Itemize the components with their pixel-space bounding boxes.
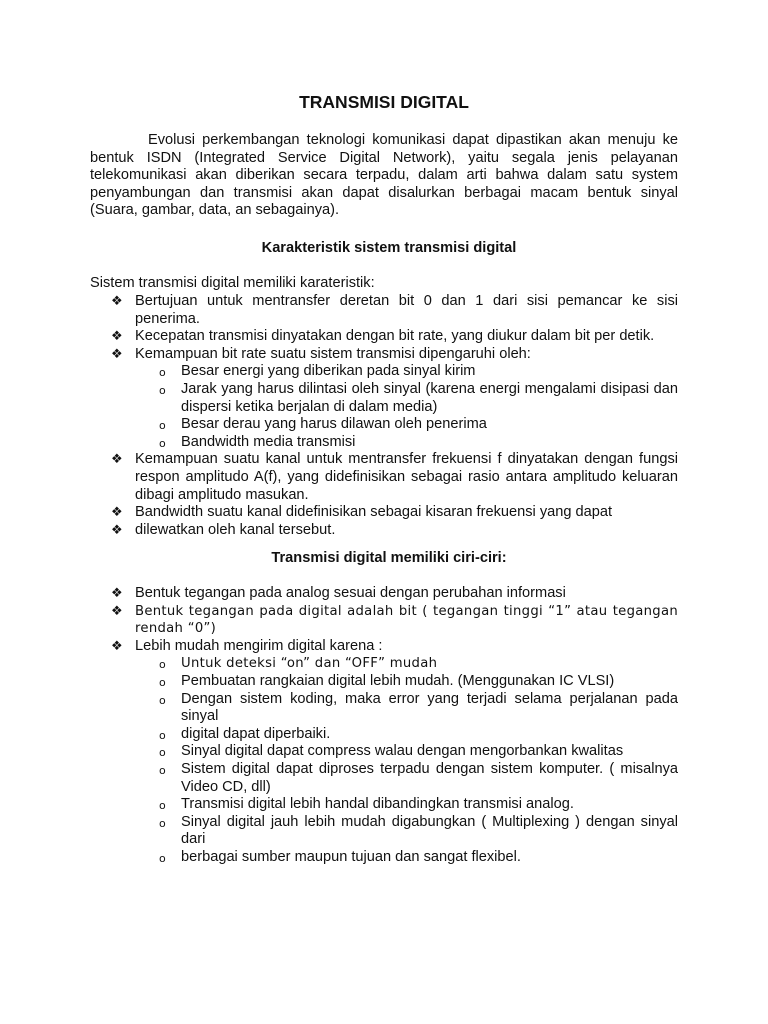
circle-bullet-icon: o bbox=[159, 366, 166, 380]
section2-list bbox=[90, 585, 678, 867]
circle-bullet-icon: o bbox=[159, 693, 166, 707]
sub-list-item: o Sistem digital dapat diproses terpadu dengan sistem komputer. ( misalnya Video CD, dll) bbox=[159, 760, 678, 795]
diamond-bullet-icon: ❖ bbox=[111, 505, 123, 521]
circle-bullet-icon: o bbox=[159, 675, 166, 689]
diamond-bullet-icon: ❖ bbox=[111, 452, 123, 468]
diamond-bullet-icon: ❖ bbox=[111, 522, 123, 538]
section1-intro: Sistem transmisi digital memiliki karateristik: bbox=[90, 275, 375, 291]
intro-paragraph: Evolusi perkembangan teknologi komunikasi dapat dipastikan akan menuju ke bentuk ISDN (Integrated Service Digital Network), yaitu segala jenis pelayanan telekomunikasi akan diberikan secara terpadu, dalam arti bahwa dalam satu system penyambungan dan transmisi akan dapat disalurkan berbagai macam bentuk sinyal (Suara, gambar, data, an sebagainya). bbox=[90, 132, 678, 219]
list-item: ❖ Kemampuan suatu kanal untuk mentransfer frekuensi f dinyatakan dengan fungsi respon amplitudo A(f), yang didefinisikan sebagai rasio antara amplitudo keluaran dibagi amplitudo masukan. bbox=[111, 451, 678, 503]
page-title: TRANSMISI DIGITAL bbox=[299, 92, 469, 112]
circle-bullet-icon: o bbox=[159, 816, 166, 830]
list-item: ❖ Bandwidth suatu kanal didefinisikan sebagai kisaran frekuensi yang dapat bbox=[111, 504, 613, 521]
list-item: ❖ Lebih mudah mengirim digital karena : bbox=[111, 637, 383, 654]
sub-list-item: o digital dapat diperbaiki. bbox=[90, 726, 678, 744]
list-item: ❖ Bentuk tegangan pada analog sesuai dengan perubahan informasi bbox=[111, 585, 566, 601]
diamond-bullet-icon: ❖ bbox=[111, 586, 123, 601]
circle-bullet-icon: o bbox=[159, 799, 166, 813]
sub-list-item: o Pembuatan rangkaian digital lebih mudah. (Menggunakan IC VLSI) bbox=[90, 673, 678, 691]
sub-list-item: o Besar derau yang harus dilawan oleh penerima bbox=[90, 416, 678, 434]
circle-bullet-icon: o bbox=[159, 436, 166, 450]
circle-bullet-icon: o bbox=[159, 383, 166, 397]
sub-list-item: o Dengan sistem koding, maka error yang terjadi selama perjalanan pada sinyal bbox=[159, 690, 678, 725]
list-item: ❖ dilewatkan oleh kanal tersebut. bbox=[111, 521, 336, 538]
diamond-bullet-icon: ❖ bbox=[111, 346, 123, 362]
sub-list-item: o Untuk deteksi “on” dan “OFF” mudah bbox=[90, 655, 678, 673]
list-item: ❖ Kemampuan bit rate suatu sistem transmisi dipengaruhi oleh: bbox=[111, 345, 531, 362]
diamond-bullet-icon: ❖ bbox=[111, 329, 123, 345]
sub-list-item: o Transmisi digital lebih handal dibandingkan transmisi analog. bbox=[90, 796, 678, 814]
circle-bullet-icon: o bbox=[159, 851, 166, 865]
circle-bullet-icon: o bbox=[159, 763, 166, 777]
section1-list bbox=[90, 293, 678, 539]
sub-list-item: o berbagai sumber maupun tujuan dan sangat flexibel. bbox=[90, 849, 678, 867]
sub-list-item: o Jarak yang harus dilintasi oleh sinyal (karena energi mengalami disipasi dan dispersi ketika berjalan di dalam media) bbox=[159, 380, 678, 415]
section2-heading: Transmisi digital memiliki ciri-ciri: bbox=[271, 550, 507, 566]
sub-list-item: o Sinyal digital dapat compress walau dengan mengorbankan kwalitas bbox=[90, 743, 678, 761]
list-item: ❖ Kecepatan transmisi dinyatakan dengan bit rate, yang diukur dalam bit per detik. bbox=[111, 328, 655, 345]
section1-heading: Karakteristik sistem transmisi digital bbox=[261, 240, 517, 256]
list-item: ❖ Bentuk tegangan pada digital adalah bit ( tegangan tinggi “1” atau tegangan rendah “0”) bbox=[111, 603, 678, 637]
diamond-bullet-icon: ❖ bbox=[111, 638, 123, 654]
diamond-bullet-icon: ❖ bbox=[111, 294, 123, 309]
list-item: ❖ Bertujuan untuk mentransfer deretan bit 0 dan 1 dari sisi pemancar ke sisi penerima. bbox=[111, 293, 678, 327]
circle-bullet-icon: o bbox=[159, 658, 166, 672]
diamond-bullet-icon: ❖ bbox=[111, 603, 123, 619]
circle-bullet-icon: o bbox=[159, 746, 166, 760]
sub-list-item: o Bandwidth media transmisi bbox=[90, 434, 678, 452]
sub-list-item: o Besar energi yang diberikan pada sinyal kirim bbox=[90, 363, 678, 381]
sub-list-item: o Sinyal digital jauh lebih mudah digabungkan ( Multiplexing ) dengan sinyal dari bbox=[159, 813, 678, 848]
circle-bullet-icon: o bbox=[159, 728, 166, 742]
circle-bullet-icon: o bbox=[159, 419, 166, 433]
